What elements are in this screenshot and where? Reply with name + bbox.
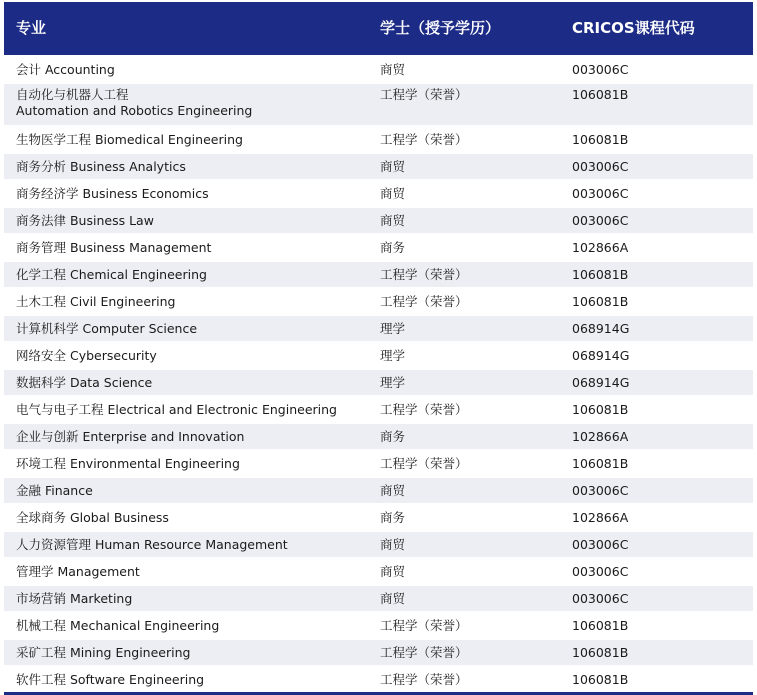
table-row [4, 531, 753, 558]
major-cell: 企业与创新 Enterprise and Innovation [4, 423, 368, 450]
table-row [4, 56, 753, 83]
major-cell-line1: 自动化与机器人工程 [16, 87, 129, 102]
degree-cell: 工程学（荣誉） [368, 261, 560, 288]
table-row [4, 261, 753, 288]
major-cell: 计算机科学 Computer Science [4, 315, 368, 342]
table-row [4, 666, 753, 692]
major-cell: 采矿工程 Mining Engineering [4, 639, 368, 666]
program-table [4, 2, 753, 692]
code-cell: 106081B [560, 612, 753, 639]
degree-cell: 商贸 [368, 585, 560, 612]
major-cell: 管理学 Management [4, 558, 368, 585]
degree-cell: 理学 [368, 369, 560, 396]
header-row [4, 2, 753, 56]
code-cell: 068914G [560, 315, 753, 342]
code-cell: 068914G [560, 369, 753, 396]
program-table-container [4, 2, 753, 695]
code-cell: 003006C [560, 153, 753, 180]
major-cell: 化学工程 Chemical Engineering [4, 261, 368, 288]
code-cell: 003006C [560, 207, 753, 234]
code-cell: 106081B [560, 450, 753, 477]
code-cell: 106081B [560, 288, 753, 315]
major-cell: 市场营销 Marketing [4, 585, 368, 612]
major-cell: 全球商务 Global Business [4, 504, 368, 531]
code-cell: 102866A [560, 423, 753, 450]
table-row [4, 207, 753, 234]
table-row [4, 639, 753, 666]
degree-cell: 商贸 [368, 477, 560, 504]
header-cricos-code: CRICOS课程代码 [572, 19, 695, 37]
table-row [4, 126, 753, 153]
major-cell: 土木工程 Civil Engineering [4, 288, 368, 315]
major-cell: 商务经济学 Business Economics [4, 180, 368, 207]
degree-cell: 商贸 [368, 558, 560, 585]
major-cell: 网络安全 Cybersecurity [4, 342, 368, 369]
header-major: 专业 [16, 19, 47, 37]
degree-cell: 工程学（荣誉） [368, 450, 560, 477]
major-cell: 商务法律 Business Law [4, 207, 368, 234]
major-cell: 环境工程 Environmental Engineering [4, 450, 368, 477]
table-row [4, 558, 753, 585]
table-row [4, 315, 753, 342]
code-cell: 003006C [560, 531, 753, 558]
degree-cell: 商务 [368, 234, 560, 261]
code-cell: 106081B [560, 261, 753, 288]
code-cell: 106081B [560, 666, 753, 692]
degree-cell: 工程学（荣誉） [368, 612, 560, 639]
table-row [4, 396, 753, 423]
code-cell: 068914G [560, 342, 753, 369]
table-row [4, 288, 753, 315]
major-cell: 生物医学工程 Biomedical Engineering [4, 126, 368, 153]
code-cell: 106081B [560, 396, 753, 423]
table-body [4, 56, 753, 692]
code-cell: 106081B [560, 83, 753, 126]
degree-cell: 商贸 [368, 531, 560, 558]
table-row [4, 423, 753, 450]
code-cell: 003006C [560, 56, 753, 83]
table-row [4, 504, 753, 531]
degree-cell: 工程学（荣誉） [368, 396, 560, 423]
table-row [4, 612, 753, 639]
major-cell: 机械工程 Mechanical Engineering [4, 612, 368, 639]
table-row [4, 342, 753, 369]
degree-cell: 工程学（荣誉） [368, 83, 560, 126]
major-cell: 金融 Finance [4, 477, 368, 504]
code-cell: 003006C [560, 477, 753, 504]
major-cell: 数据科学 Data Science [4, 369, 368, 396]
code-cell: 003006C [560, 180, 753, 207]
code-cell: 106081B [560, 126, 753, 153]
table-header [4, 2, 753, 56]
degree-cell: 商贸 [368, 180, 560, 207]
major-cell: 人力资源管理 Human Resource Management [4, 531, 368, 558]
degree-cell: 工程学（荣誉） [368, 666, 560, 692]
table-row [4, 153, 753, 180]
code-cell: 102866A [560, 504, 753, 531]
degree-cell: 商贸 [368, 207, 560, 234]
major-cell [4, 83, 368, 126]
degree-cell: 商务 [368, 423, 560, 450]
table-row [4, 180, 753, 207]
major-cell: 商务分析 Business Analytics [4, 153, 368, 180]
major-cell: 电气与电子工程 Electrical and Electronic Engineering [4, 396, 368, 423]
major-cell: 会计 Accounting [4, 56, 368, 83]
code-cell: 003006C [560, 585, 753, 612]
major-cell-line2: Automation and Robotics Engineering [16, 103, 253, 118]
degree-cell: 工程学（荣誉） [368, 639, 560, 666]
degree-cell: 商务 [368, 504, 560, 531]
table-row [4, 234, 753, 261]
code-cell: 102866A [560, 234, 753, 261]
table-row [4, 83, 753, 126]
table-row [4, 450, 753, 477]
table-row [4, 585, 753, 612]
code-cell: 106081B [560, 639, 753, 666]
degree-cell: 商贸 [368, 56, 560, 83]
degree-cell: 商贸 [368, 153, 560, 180]
header-degree: 学士（授予学历） [380, 19, 501, 37]
major-cell: 软件工程 Software Engineering [4, 666, 368, 692]
table-row [4, 477, 753, 504]
degree-cell: 理学 [368, 342, 560, 369]
degree-cell: 工程学（荣誉） [368, 288, 560, 315]
major-cell: 商务管理 Business Management [4, 234, 368, 261]
code-cell: 003006C [560, 558, 753, 585]
degree-cell: 工程学（荣誉） [368, 126, 560, 153]
table-row [4, 369, 753, 396]
degree-cell: 理学 [368, 315, 560, 342]
